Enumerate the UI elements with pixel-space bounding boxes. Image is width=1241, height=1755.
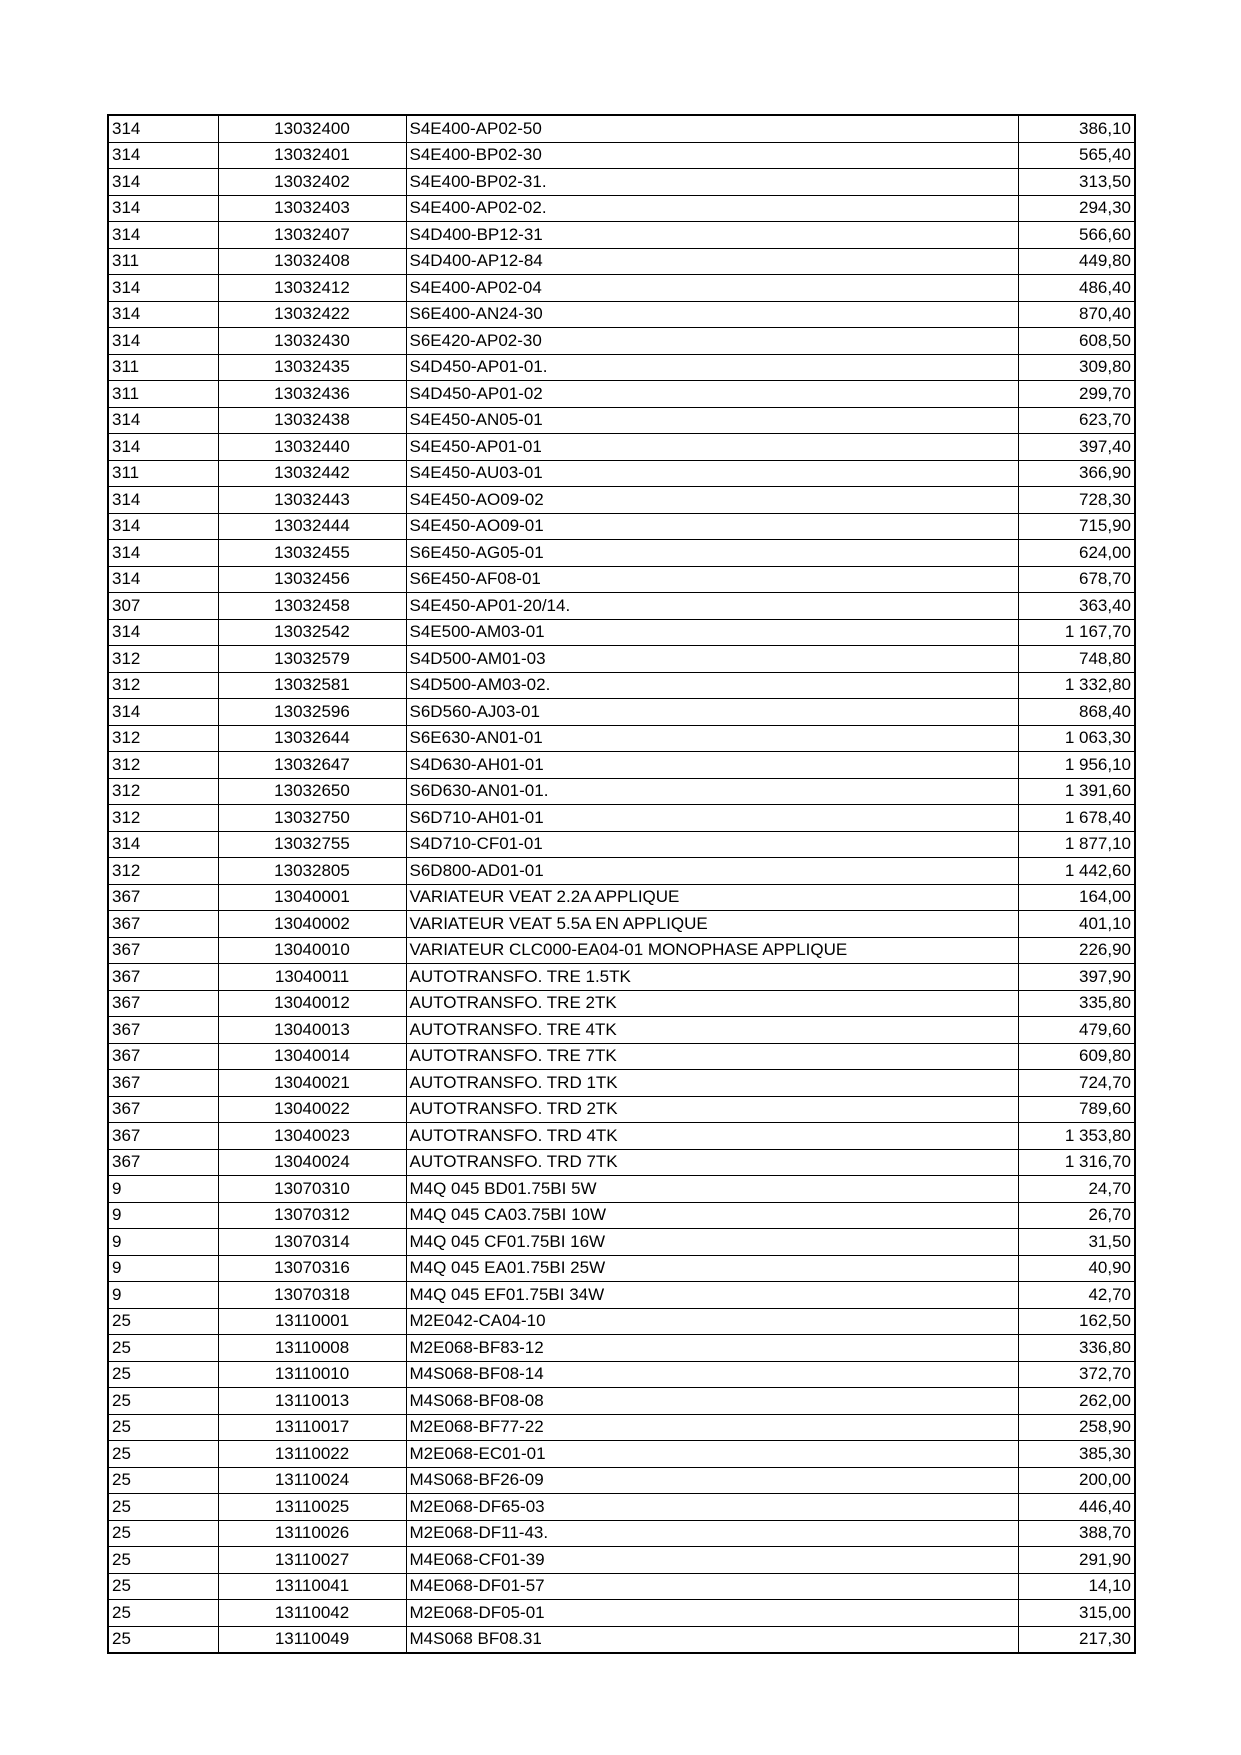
cell-code: 9 [108,1255,218,1282]
cell-reference: 13032805 [218,858,406,885]
cell-designation: VARIATEUR CLC000-EA04-01 MONOPHASE APPLIQUE [406,937,1018,964]
cell-code: 9 [108,1176,218,1203]
cell-reference: 13040012 [218,990,406,1017]
table-row [108,1494,1135,1521]
cell-designation: S4E450-AO09-01 [406,513,1018,540]
cell-reference: 13040002 [218,911,406,938]
cell-price: 1 391,60 [1018,778,1135,805]
cell-reference: 13040024 [218,1149,406,1176]
table-row [108,1547,1135,1574]
cell-reference: 13110042 [218,1600,406,1627]
cell-code: 314 [108,328,218,355]
table-row [108,911,1135,938]
cell-reference: 13110008 [218,1335,406,1362]
table-row [108,752,1135,779]
cell-price: 26,70 [1018,1202,1135,1229]
cell-code: 25 [108,1361,218,1388]
cell-designation: AUTOTRANSFO. TRD 1TK [406,1070,1018,1097]
cell-designation: S4D500-AM03-02. [406,672,1018,699]
cell-designation: AUTOTRANSFO. TRE 4TK [406,1017,1018,1044]
cell-code: 9 [108,1202,218,1229]
cell-reference: 13032455 [218,540,406,567]
table-row [108,169,1135,196]
cell-code: 367 [108,990,218,1017]
cell-reference: 13040014 [218,1043,406,1070]
price-table [107,114,1136,1654]
cell-code: 314 [108,275,218,302]
cell-code: 307 [108,593,218,620]
cell-code: 367 [108,1096,218,1123]
cell-price: 870,40 [1018,301,1135,328]
cell-designation: AUTOTRANSFO. TRE 7TK [406,1043,1018,1070]
table-row [108,990,1135,1017]
cell-price: 372,70 [1018,1361,1135,1388]
table-row [108,248,1135,275]
cell-reference: 13032581 [218,672,406,699]
table-body [108,115,1135,1653]
cell-code: 367 [108,884,218,911]
cell-price: 363,40 [1018,593,1135,620]
cell-designation: S4D500-AM01-03 [406,646,1018,673]
cell-code: 367 [108,1043,218,1070]
cell-price: 42,70 [1018,1282,1135,1309]
cell-designation: M2E042-CA04-10 [406,1308,1018,1335]
cell-designation: S4D450-AP01-01. [406,354,1018,381]
cell-price: 200,00 [1018,1467,1135,1494]
cell-code: 9 [108,1282,218,1309]
cell-designation: M2E068-BF77-22 [406,1414,1018,1441]
cell-code: 312 [108,805,218,832]
cell-reference: 13110001 [218,1308,406,1335]
cell-code: 312 [108,778,218,805]
table-row [108,1626,1135,1653]
cell-designation: S4E450-AP01-01 [406,434,1018,461]
cell-reference: 13110024 [218,1467,406,1494]
cell-reference: 13032579 [218,646,406,673]
cell-designation: S4E400-AP02-04 [406,275,1018,302]
cell-reference: 13032755 [218,831,406,858]
cell-reference: 13032650 [218,778,406,805]
cell-reference: 13110010 [218,1361,406,1388]
cell-reference: 13032435 [218,354,406,381]
cell-reference: 13040001 [218,884,406,911]
cell-reference: 13070314 [218,1229,406,1256]
cell-code: 25 [108,1600,218,1627]
cell-price: 1 956,10 [1018,752,1135,779]
cell-price: 291,90 [1018,1547,1135,1574]
cell-designation: M2E068-DF05-01 [406,1600,1018,1627]
cell-designation: S4E400-AP02-02. [406,195,1018,222]
cell-code: 312 [108,646,218,673]
cell-designation: S6D630-AN01-01. [406,778,1018,805]
cell-price: 309,80 [1018,354,1135,381]
cell-reference: 13110022 [218,1441,406,1468]
cell-designation: M4Q 045 EA01.75BI 25W [406,1255,1018,1282]
cell-designation: M2E068-DF65-03 [406,1494,1018,1521]
cell-price: 397,40 [1018,434,1135,461]
cell-code: 25 [108,1335,218,1362]
cell-designation: S4E450-AO09-02 [406,487,1018,514]
cell-code: 311 [108,381,218,408]
cell-designation: VARIATEUR VEAT 2.2A APPLIQUE [406,884,1018,911]
cell-designation: S4E400-AP02-50 [406,115,1018,142]
cell-designation: VARIATEUR VEAT 5.5A EN APPLIQUE [406,911,1018,938]
cell-designation: S4D630-AH01-01 [406,752,1018,779]
cell-code: 25 [108,1467,218,1494]
cell-price: 226,90 [1018,937,1135,964]
cell-price: 294,30 [1018,195,1135,222]
cell-price: 1 678,40 [1018,805,1135,832]
cell-code: 367 [108,1123,218,1150]
table-row [108,513,1135,540]
cell-designation: AUTOTRANSFO. TRE 1.5TK [406,964,1018,991]
cell-price: 315,00 [1018,1600,1135,1627]
table-row [108,1441,1135,1468]
table-row [108,1361,1135,1388]
cell-code: 314 [108,169,218,196]
cell-designation: M4E068-CF01-39 [406,1547,1018,1574]
table-row [108,1520,1135,1547]
cell-price: 868,40 [1018,699,1135,726]
cell-code: 314 [108,407,218,434]
cell-reference: 13032422 [218,301,406,328]
table-row [108,1229,1135,1256]
cell-price: 1 877,10 [1018,831,1135,858]
cell-designation: M4S068-BF26-09 [406,1467,1018,1494]
table-row [108,1335,1135,1362]
cell-designation: M4S068 BF08.31 [406,1626,1018,1653]
table-row [108,1043,1135,1070]
cell-price: 1 316,70 [1018,1149,1135,1176]
cell-reference: 13040010 [218,937,406,964]
table-row [108,1388,1135,1415]
cell-reference: 13040013 [218,1017,406,1044]
cell-code: 314 [108,540,218,567]
table-row [108,407,1135,434]
table-row [108,672,1135,699]
cell-price: 299,70 [1018,381,1135,408]
cell-price: 486,40 [1018,275,1135,302]
table-row [108,964,1135,991]
cell-reference: 13040011 [218,964,406,991]
cell-designation: S4E500-AM03-01 [406,619,1018,646]
cell-price: 748,80 [1018,646,1135,673]
cell-price: 678,70 [1018,566,1135,593]
cell-price: 258,90 [1018,1414,1135,1441]
cell-price: 31,50 [1018,1229,1135,1256]
cell-price: 335,80 [1018,990,1135,1017]
cell-code: 367 [108,1070,218,1097]
cell-code: 314 [108,513,218,540]
cell-price: 624,00 [1018,540,1135,567]
cell-designation: S4D450-AP01-02 [406,381,1018,408]
table-row [108,937,1135,964]
cell-code: 25 [108,1388,218,1415]
table-row [108,354,1135,381]
table-row [108,699,1135,726]
cell-reference: 13032401 [218,142,406,169]
cell-price: 262,00 [1018,1388,1135,1415]
cell-reference: 13040021 [218,1070,406,1097]
cell-price: 336,80 [1018,1335,1135,1362]
cell-reference: 13032596 [218,699,406,726]
table-row [108,831,1135,858]
table-row [108,142,1135,169]
cell-price: 385,30 [1018,1441,1135,1468]
cell-code: 25 [108,1441,218,1468]
table-row [108,1096,1135,1123]
table-row [108,222,1135,249]
cell-code: 367 [108,964,218,991]
cell-code: 314 [108,487,218,514]
table-row [108,1467,1135,1494]
table-row [108,1308,1135,1335]
table-row [108,725,1135,752]
cell-reference: 13032542 [218,619,406,646]
cell-code: 312 [108,672,218,699]
cell-code: 25 [108,1573,218,1600]
cell-price: 1 353,80 [1018,1123,1135,1150]
cell-price: 388,70 [1018,1520,1135,1547]
cell-price: 789,60 [1018,1096,1135,1123]
cell-reference: 13032408 [218,248,406,275]
cell-reference: 13110017 [218,1414,406,1441]
cell-price: 566,60 [1018,222,1135,249]
table-row [108,381,1135,408]
table-row [108,1202,1135,1229]
cell-price: 164,00 [1018,884,1135,911]
table-row [108,1255,1135,1282]
cell-designation: M4Q 045 CF01.75BI 16W [406,1229,1018,1256]
table-row [108,646,1135,673]
cell-designation: S6D560-AJ03-01 [406,699,1018,726]
cell-designation: M4S068-BF08-08 [406,1388,1018,1415]
cell-reference: 13040022 [218,1096,406,1123]
cell-reference: 13032442 [218,460,406,487]
cell-price: 401,10 [1018,911,1135,938]
cell-designation: AUTOTRANSFO. TRD 4TK [406,1123,1018,1150]
cell-reference: 13032412 [218,275,406,302]
cell-code: 314 [108,831,218,858]
cell-code: 25 [108,1626,218,1653]
table-row [108,1017,1135,1044]
cell-designation: S4D710-CF01-01 [406,831,1018,858]
cell-reference: 13032440 [218,434,406,461]
cell-price: 1 332,80 [1018,672,1135,699]
cell-code: 314 [108,115,218,142]
table-row [108,434,1135,461]
cell-code: 25 [108,1520,218,1547]
table-row [108,1573,1135,1600]
cell-reference: 13070318 [218,1282,406,1309]
cell-reference: 13110025 [218,1494,406,1521]
cell-code: 367 [108,1017,218,1044]
cell-code: 367 [108,937,218,964]
cell-designation: S4E450-AU03-01 [406,460,1018,487]
cell-code: 314 [108,699,218,726]
cell-price: 609,80 [1018,1043,1135,1070]
table-row [108,1414,1135,1441]
table-row [108,858,1135,885]
cell-price: 313,50 [1018,169,1135,196]
table-row [108,884,1135,911]
cell-reference: 13032456 [218,566,406,593]
cell-designation: M2E068-DF11-43. [406,1520,1018,1547]
cell-code: 367 [108,1149,218,1176]
cell-price: 162,50 [1018,1308,1135,1335]
cell-code: 314 [108,195,218,222]
cell-reference: 13110041 [218,1573,406,1600]
table-row [108,1282,1135,1309]
cell-code: 367 [108,911,218,938]
cell-designation: M4S068-BF08-14 [406,1361,1018,1388]
cell-code: 312 [108,752,218,779]
cell-price: 14,10 [1018,1573,1135,1600]
cell-designation: S4E450-AP01-20/14. [406,593,1018,620]
cell-reference: 13032443 [218,487,406,514]
table-row [108,115,1135,142]
cell-designation: M4Q 045 BD01.75BI 5W [406,1176,1018,1203]
cell-code: 25 [108,1547,218,1574]
cell-code: 25 [108,1494,218,1521]
table-row [108,1176,1135,1203]
table-row [108,195,1135,222]
cell-price: 40,90 [1018,1255,1135,1282]
cell-designation: S4E400-BP02-31. [406,169,1018,196]
cell-designation: S6E450-AG05-01 [406,540,1018,567]
cell-code: 311 [108,248,218,275]
cell-reference: 13032444 [218,513,406,540]
cell-code: 312 [108,858,218,885]
cell-price: 1 442,60 [1018,858,1135,885]
cell-designation: S6D800-AD01-01 [406,858,1018,885]
cell-reference: 13110013 [218,1388,406,1415]
cell-designation: M2E068-EC01-01 [406,1441,1018,1468]
cell-code: 25 [108,1308,218,1335]
cell-designation: S4D400-BP12-31 [406,222,1018,249]
table-row [108,1600,1135,1627]
table-row [108,619,1135,646]
cell-designation: S6E400-AN24-30 [406,301,1018,328]
cell-code: 314 [108,222,218,249]
cell-designation: M4E068-DF01-57 [406,1573,1018,1600]
cell-price: 1 063,30 [1018,725,1135,752]
cell-code: 25 [108,1414,218,1441]
cell-code: 314 [108,142,218,169]
cell-designation: S6E630-AN01-01 [406,725,1018,752]
table-row [108,593,1135,620]
cell-designation: AUTOTRANSFO. TRD 2TK [406,1096,1018,1123]
cell-price: 1 167,70 [1018,619,1135,646]
cell-price: 565,40 [1018,142,1135,169]
table-row [108,566,1135,593]
cell-code: 314 [108,434,218,461]
cell-designation: S4E450-AN05-01 [406,407,1018,434]
cell-reference: 13032438 [218,407,406,434]
cell-price: 366,90 [1018,460,1135,487]
cell-reference: 13032407 [218,222,406,249]
cell-price: 386,10 [1018,115,1135,142]
cell-reference: 13032647 [218,752,406,779]
cell-reference: 13110027 [218,1547,406,1574]
cell-reference: 13032400 [218,115,406,142]
cell-designation: S4D400-AP12-84 [406,248,1018,275]
cell-reference: 13032402 [218,169,406,196]
cell-price: 715,90 [1018,513,1135,540]
cell-designation: M2E068-BF83-12 [406,1335,1018,1362]
cell-designation: S6E450-AF08-01 [406,566,1018,593]
table-row [108,460,1135,487]
cell-code: 311 [108,460,218,487]
cell-reference: 13070316 [218,1255,406,1282]
cell-code: 311 [108,354,218,381]
table-row [108,487,1135,514]
cell-reference: 13032436 [218,381,406,408]
cell-code: 314 [108,566,218,593]
cell-price: 728,30 [1018,487,1135,514]
cell-designation: M4Q 045 CA03.75BI 10W [406,1202,1018,1229]
cell-price: 608,50 [1018,328,1135,355]
cell-designation: M4Q 045 EF01.75BI 34W [406,1282,1018,1309]
table-row [108,1070,1135,1097]
cell-price: 623,70 [1018,407,1135,434]
cell-price: 217,30 [1018,1626,1135,1653]
table-row [108,1123,1135,1150]
cell-designation: S6D710-AH01-01 [406,805,1018,832]
cell-reference: 13070312 [218,1202,406,1229]
cell-code: 9 [108,1229,218,1256]
table-row [108,301,1135,328]
cell-reference: 13032750 [218,805,406,832]
cell-designation: AUTOTRANSFO. TRE 2TK [406,990,1018,1017]
cell-price: 449,80 [1018,248,1135,275]
cell-reference: 13070310 [218,1176,406,1203]
cell-price: 397,90 [1018,964,1135,991]
table-row [108,540,1135,567]
cell-reference: 13110049 [218,1626,406,1653]
cell-reference: 13032430 [218,328,406,355]
cell-reference: 13032458 [218,593,406,620]
cell-price: 479,60 [1018,1017,1135,1044]
cell-code: 314 [108,301,218,328]
table-row [108,328,1135,355]
cell-reference: 13032644 [218,725,406,752]
table-row [108,778,1135,805]
cell-designation: S4E400-BP02-30 [406,142,1018,169]
cell-code: 314 [108,619,218,646]
cell-reference: 13040023 [218,1123,406,1150]
cell-price: 24,70 [1018,1176,1135,1203]
cell-code: 312 [108,725,218,752]
table-row [108,1149,1135,1176]
table-row [108,275,1135,302]
cell-reference: 13110026 [218,1520,406,1547]
cell-reference: 13032403 [218,195,406,222]
table-row [108,805,1135,832]
cell-designation: S6E420-AP02-30 [406,328,1018,355]
cell-price: 724,70 [1018,1070,1135,1097]
cell-price: 446,40 [1018,1494,1135,1521]
cell-designation: AUTOTRANSFO. TRD 7TK [406,1149,1018,1176]
